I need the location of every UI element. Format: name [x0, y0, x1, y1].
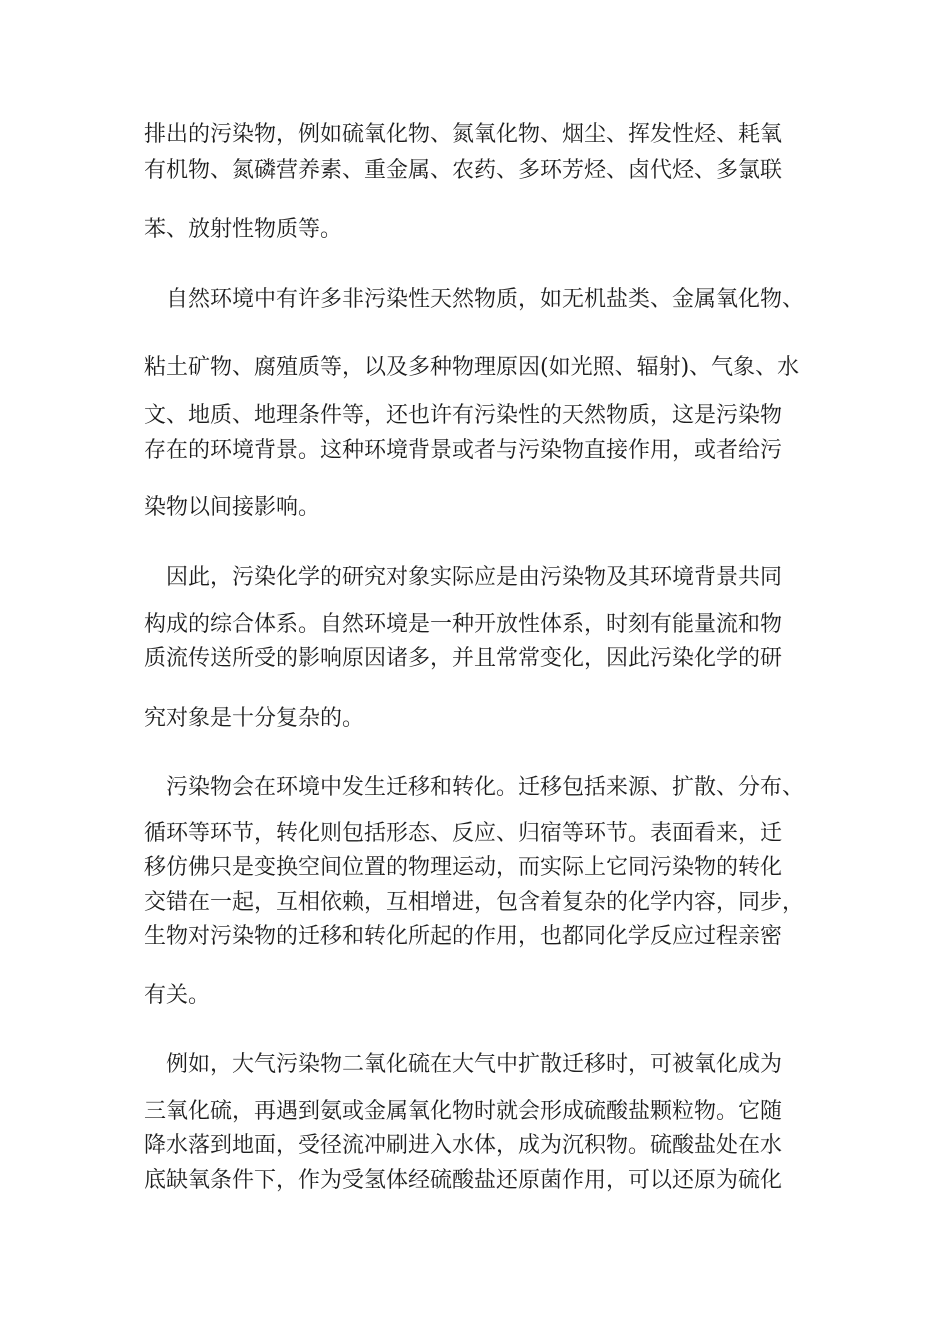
- text-line: 苯、放射性物质等。: [144, 217, 343, 242]
- text-line: 降水落到地面，受径流冲刷进入水体，成为沉积物。硫酸盐处在水: [144, 1133, 783, 1158]
- text-line: 染物以间接影响。: [144, 495, 321, 520]
- text-line: 粘土矿物、腐殖质等，以及多种物理原因(如光照、辐射)、气象、水: [144, 355, 800, 380]
- text-line: 自然环境中有许多非污染性天然物质，如无机盐类、金属氧化物、: [166, 287, 805, 312]
- text-line: 循环等环节，转化则包括形态、反应、归宿等环节。表面看来，迁: [144, 821, 783, 846]
- text-line: 质流传送所受的影响原因诸多，并且常常变化，因此污染化学的研: [144, 646, 783, 671]
- text-line: 例如，大气污染物二氧化硫在大气中扩散迁移时，可被氧化成为: [166, 1052, 783, 1077]
- text-line: 交错在一起，互相依赖，互相增进，包含着复杂的化学内容，同步，: [144, 890, 805, 915]
- text-line: 生物对污染物的迁移和转化所起的作用，也都同化学反应过程亲密: [144, 924, 783, 949]
- text-line: 文、地质、地理条件等，还也许有污染性的天然物质，这是污染物: [144, 403, 783, 428]
- text-line: 有机物、氮磷营养素、重金属、农药、多环芳烃、卤代烃、多氯联: [144, 158, 783, 183]
- text-line: 究对象是十分复杂的。: [144, 706, 365, 731]
- text-line: 构成的综合体系。自然环境是一种开放性体系，时刻有能量流和物: [144, 612, 783, 637]
- text-line: 污染物会在环境中发生迁移和转化。迁移包括来源、扩散、分布、: [166, 775, 805, 800]
- text-line: 存在的环境背景。这种环境背景或者与污染物直接作用，或者给污: [144, 438, 783, 463]
- text-line: 因此，污染化学的研究对象实际应是由污染物及其环境背景共同: [166, 565, 783, 590]
- text-line: 底缺氧条件下，作为受氢体经硫酸盐还原菌作用，可以还原为硫化: [144, 1168, 783, 1193]
- text-line: 有关。: [144, 983, 211, 1008]
- text-line: 移仿佛只是变换空间位置的物理运动，而实际上它同污染物的转化: [144, 855, 783, 880]
- text-line: 排出的污染物，例如硫氧化物、氮氧化物、烟尘、挥发性烃、耗氧: [144, 122, 783, 147]
- text-line: 三氧化硫，再遇到氨或金属氧化物时就会形成硫酸盐颗粒物。它随: [144, 1099, 783, 1124]
